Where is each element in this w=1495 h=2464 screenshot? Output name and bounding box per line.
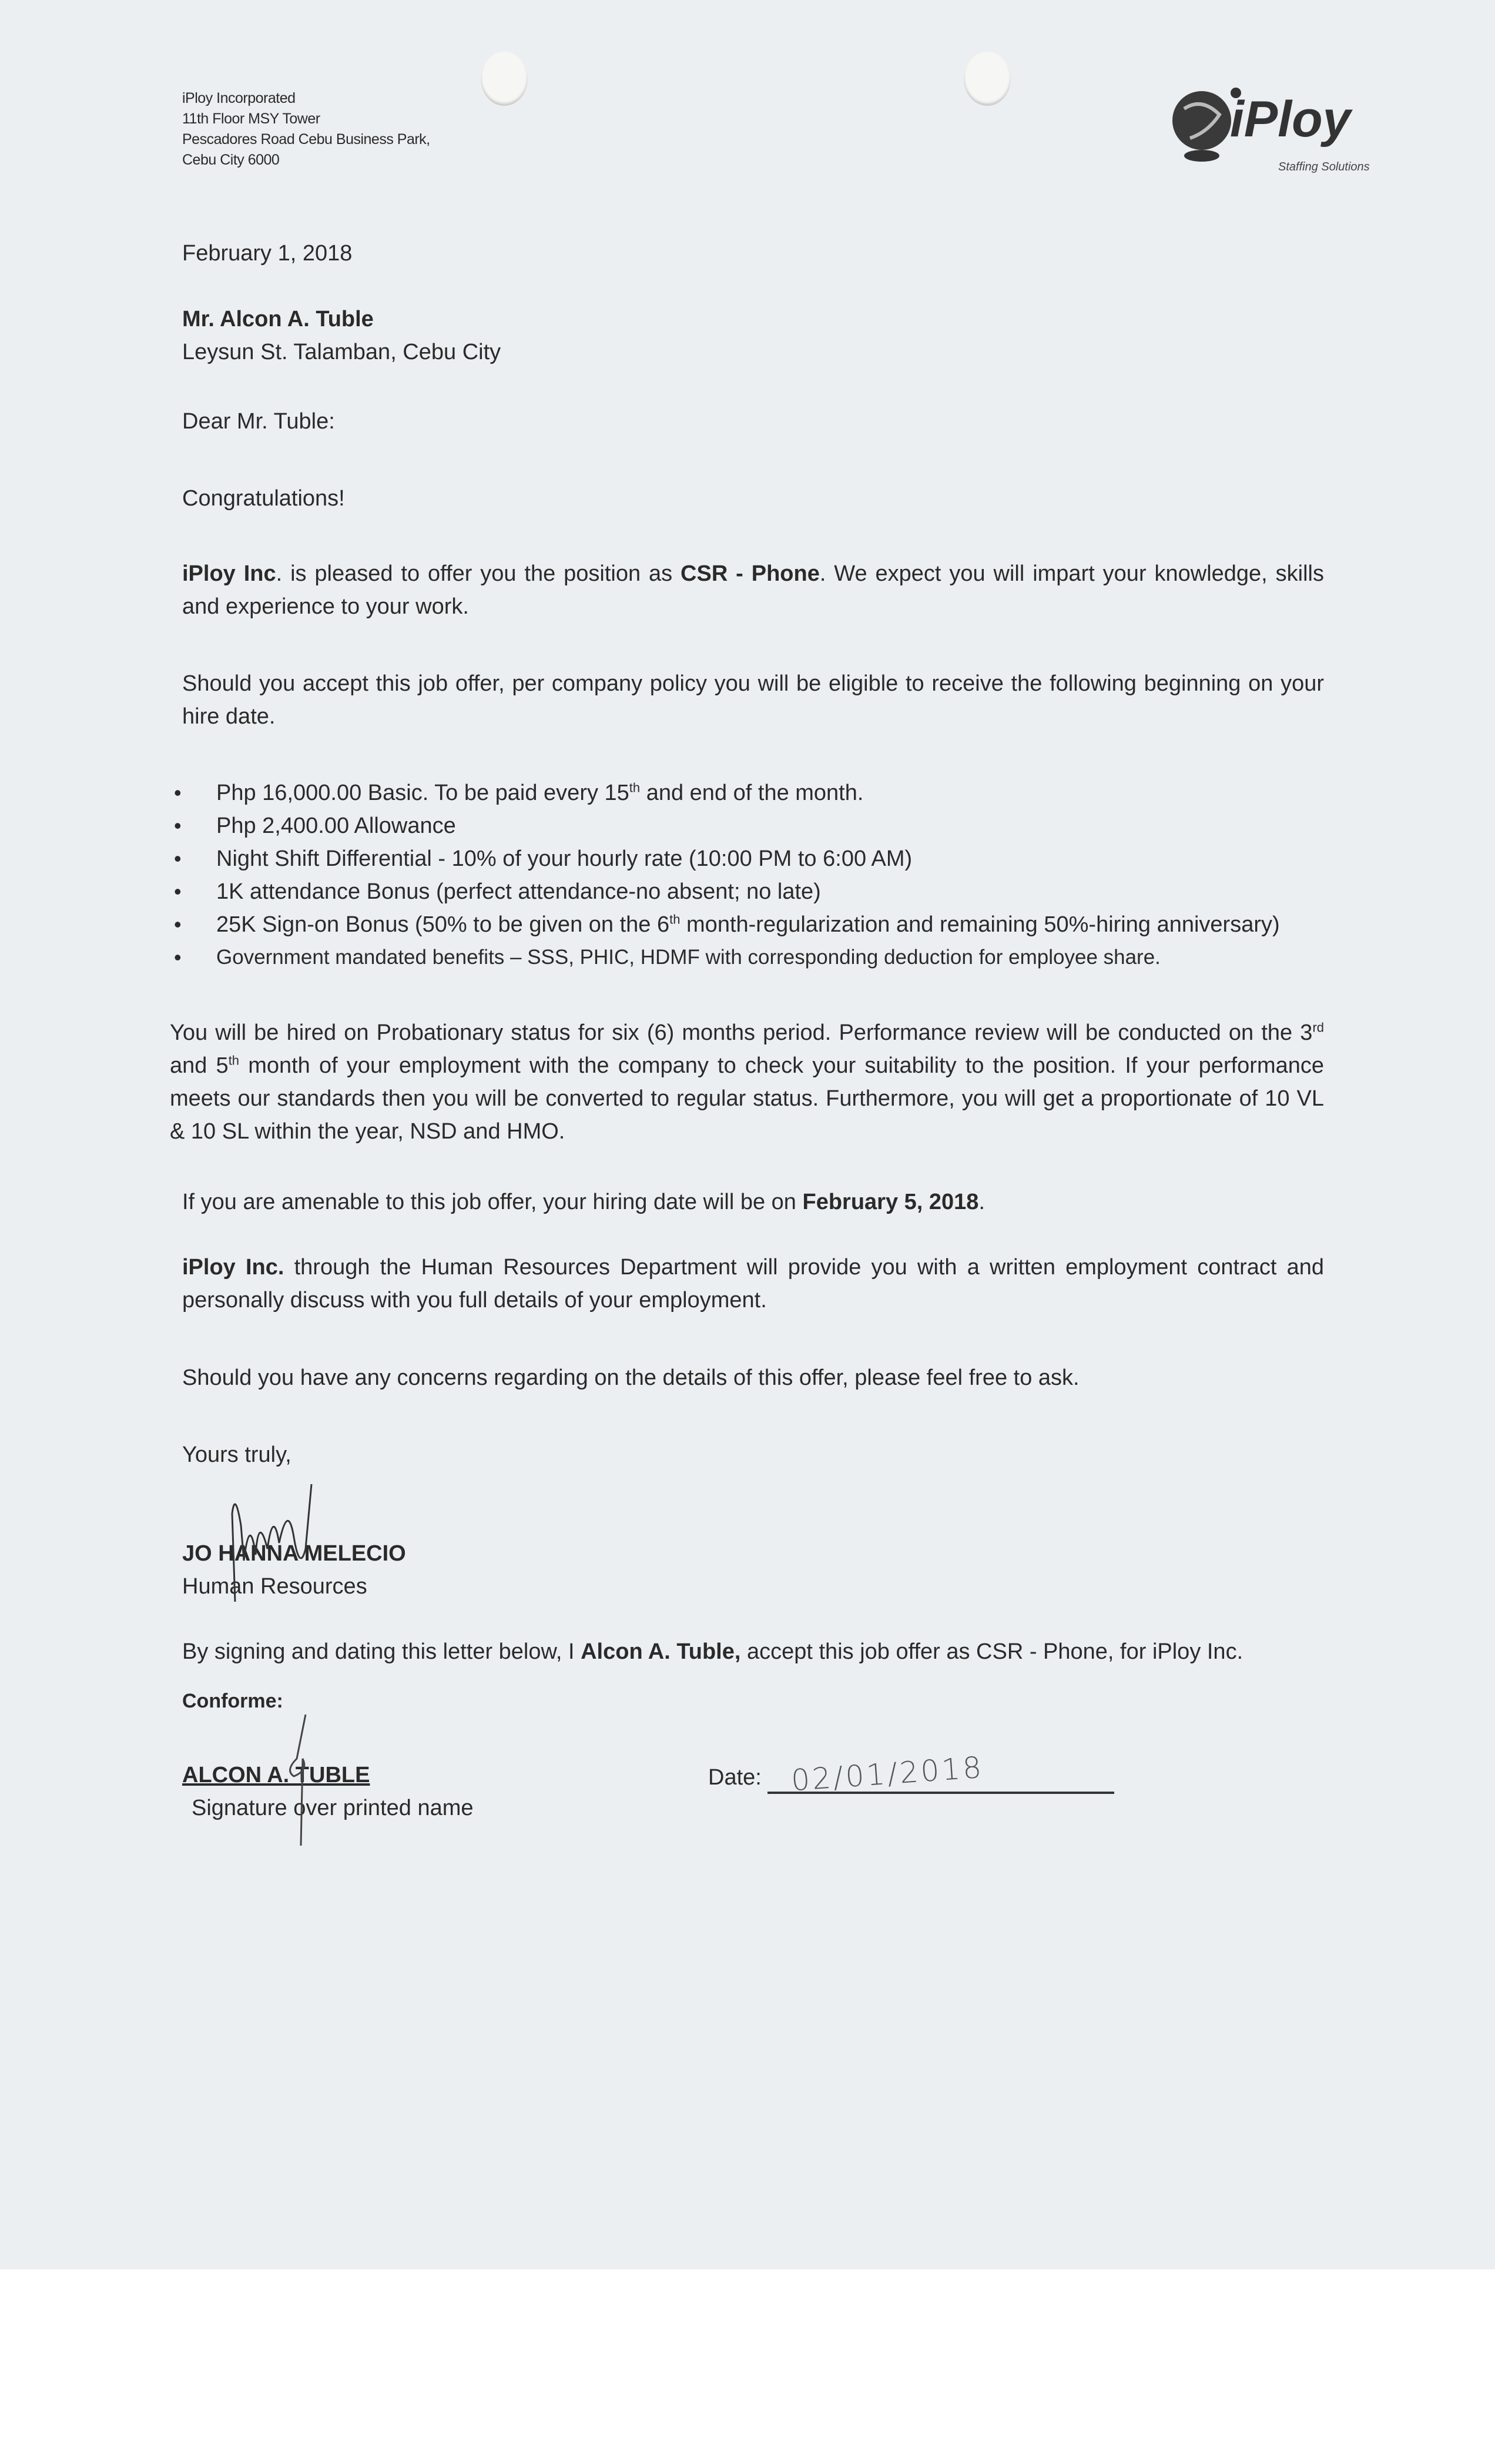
recipient-name: Mr. Alcon A. Tuble (182, 307, 374, 332)
signer-block (182, 1537, 1324, 1603)
letter-date: February 1, 2018 (182, 241, 353, 266)
benefit-item: • Php 2,400.00 Allowance (182, 809, 1324, 842)
text: . (978, 1190, 986, 1214)
text: through the Human Resources Department will provide you with a written employment contract and personally discuss with you full details of your employment. (182, 1255, 1324, 1313)
sup: rd (1312, 1020, 1324, 1035)
signer-title: Human Resources (182, 1574, 367, 1599)
signature-caption: Signature over printed name (192, 1796, 474, 1820)
date-label: Date: (708, 1765, 762, 1790)
offer-paragraph (182, 557, 1324, 623)
acceptor-name: Alcon A. Tuble, (581, 1639, 741, 1664)
hiring-date: February 5, 2018 (802, 1190, 979, 1214)
company-ref: iPloy Inc (182, 561, 276, 586)
sup: th (228, 1053, 240, 1068)
punch-hole (481, 52, 528, 106)
text: Php 16,000.00 Basic. To be paid every 15 (216, 781, 629, 805)
probation-paragraph (170, 1016, 1324, 1148)
benefits-list (182, 776, 1324, 974)
letterhead-address (182, 88, 430, 170)
eligibility-paragraph: Should you accept this job offer, per company policy you will be eligible to receive the following beginning on your hire date. (182, 671, 1324, 729)
salutation: Dear Mr. Tuble: (182, 409, 335, 434)
logo-tagline: Staffing Solutions (1278, 160, 1370, 173)
text: month of your employment with the company to check your suitability to the position. If your performance meets our standards then you will be converted to regular status. Furthermore, you will get a proportionate of 10 VL & 10 SL within the year, NSD and HMO. (170, 1053, 1324, 1144)
text: If you are amenable to this job offer, your hiring date will be on (182, 1190, 803, 1214)
text: 25K Sign-on Bonus (50% to be given on the 6 (216, 912, 670, 937)
sup: th (669, 912, 681, 927)
letter-body (170, 237, 1324, 1824)
text: . is pleased to offer you the position as (276, 561, 681, 586)
text: and 5 (170, 1053, 229, 1078)
company-ref: iPloy Inc. (182, 1255, 284, 1280)
address-line: 11th Floor MSY Tower (182, 111, 320, 127)
conforme-label: Conforme: (182, 1690, 283, 1712)
text: and end of the month. (640, 781, 864, 805)
signer-name: JO HANNA MELECIO (182, 1541, 406, 1566)
text: You will be hired on Probationary status for six (6) months period. Performance review will be conducted on the 3 (170, 1020, 1313, 1045)
benefit-item: • 1K attendance Bonus (perfect attendance-no absent; no late) (182, 875, 1324, 908)
recipient-address: Leysun St. Talamban, Cebu City (182, 340, 501, 364)
benefit-item: • Government mandated benefits – SSS, PHIC, HDMF with corresponding deduction for employee share. (182, 941, 1324, 974)
concerns-paragraph: Should you have any concerns regarding on the details of this offer, please feel free to ask. (182, 1365, 1080, 1390)
closing: Yours truly, (182, 1442, 291, 1467)
acceptor-printed-name: ALCON A. TUBLE (182, 1763, 370, 1787)
acceptance-statement (182, 1635, 1324, 1668)
benefit-item: • Night Shift Differential - 10% of your hourly rate (10:00 PM to 6:00 AM) (182, 842, 1324, 875)
date-field (708, 1750, 1114, 1798)
punch-hole (964, 52, 1011, 106)
handwritten-date: 02/01/2018 (790, 1750, 985, 1798)
company-name: iPloy Incorporated (182, 90, 296, 106)
position: CSR - Phone (681, 561, 820, 586)
iploy-logo (1166, 82, 1402, 176)
contract-paragraph (182, 1251, 1324, 1317)
text: . We expect you will impart your knowledge, skills and experience to your work. (182, 561, 1324, 619)
address-line: Pescadores Road Cebu Business Park, (182, 131, 430, 148)
date-line (767, 1750, 1114, 1798)
text: By signing and dating this letter below, I (182, 1639, 581, 1664)
text: month-regularization and remaining 50%-hiring anniversary) (680, 912, 1280, 937)
benefit-item (182, 908, 1324, 941)
greeting: Congratulations! (182, 486, 345, 511)
hiring-date-paragraph (182, 1186, 1324, 1218)
text: accept this job offer as CSR - Phone, for iPloy Inc. (740, 1639, 1243, 1664)
conforme-row (182, 1750, 1324, 1824)
address-line: Cebu City 6000 (182, 152, 280, 168)
logo-wordmark: iPloy (1230, 91, 1351, 148)
sup: th (629, 780, 641, 795)
acceptor-block (182, 1759, 708, 1824)
benefit-item (182, 776, 1324, 809)
